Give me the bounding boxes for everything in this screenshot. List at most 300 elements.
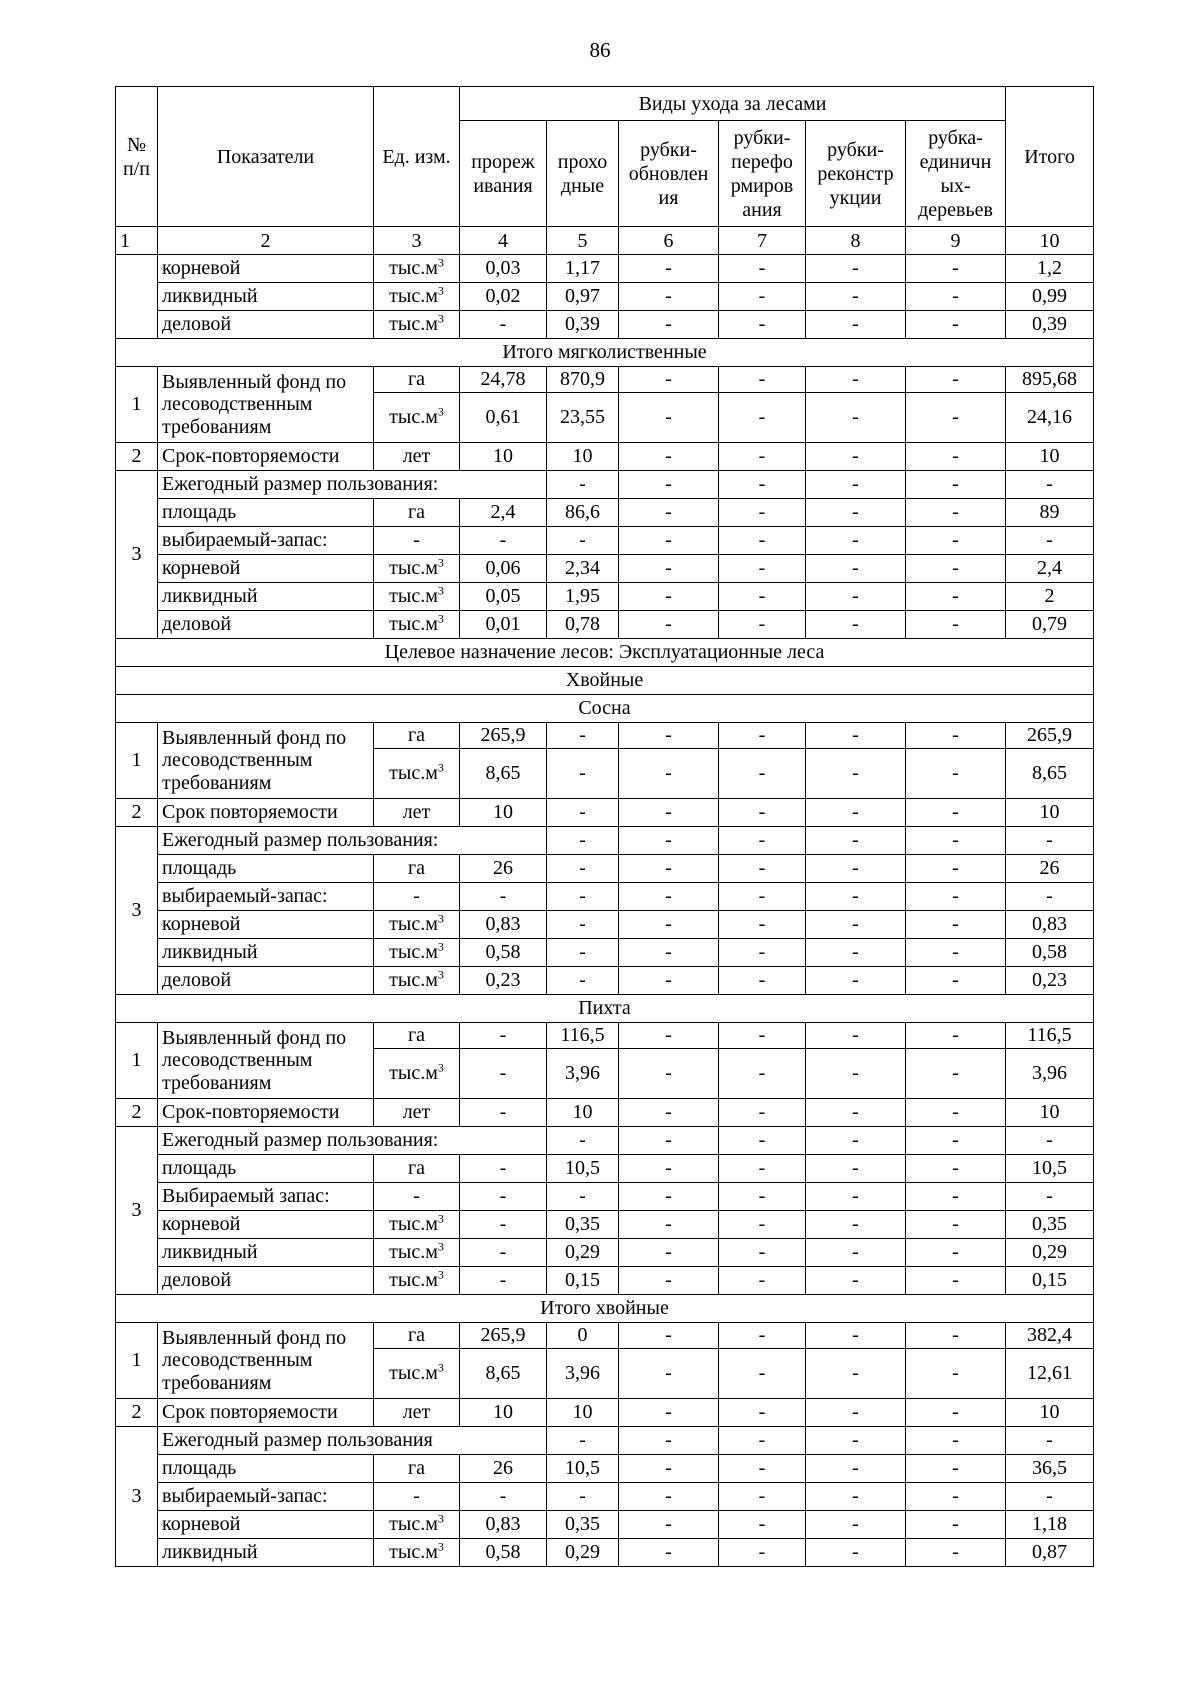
value-cell: - [547, 723, 619, 749]
value-cell: - [806, 1155, 906, 1183]
unit-exponent: 3 [437, 404, 444, 419]
value-cell: - [806, 611, 906, 639]
row-number-empty [116, 255, 158, 339]
unit-text: тыс.м [389, 913, 438, 935]
value-cell: - [619, 1239, 719, 1267]
table-row [116, 967, 1094, 995]
row-number: 3 [116, 1427, 158, 1567]
unit-exponent: 3 [437, 1539, 444, 1554]
column-number: 9 [906, 227, 1006, 255]
value-cell: - [619, 799, 719, 827]
value-cell: - [619, 583, 719, 611]
unit-cell [374, 1539, 460, 1567]
value-cell: - [619, 555, 719, 583]
value-cell: - [719, 1023, 806, 1049]
unit-cell [374, 1099, 460, 1127]
value-cell: - [719, 443, 806, 471]
value-cell: - [619, 1267, 719, 1295]
unit-cell [374, 1399, 460, 1427]
unit-cell [374, 855, 460, 883]
table-row [116, 255, 1094, 283]
unit-cell [374, 967, 460, 995]
value-cell: - [460, 1099, 547, 1127]
row-number: 1 [116, 1023, 158, 1099]
value-cell: - [906, 499, 1006, 527]
column-number: 2 [158, 227, 374, 255]
indicator-label: Ежегодный размер пользования: [158, 471, 547, 499]
value-cell: - [619, 883, 719, 911]
value-cell: - [806, 967, 906, 995]
value-cell: - [719, 1127, 806, 1155]
indicator-label: деловой [158, 967, 374, 995]
value-cell: - [906, 611, 1006, 639]
value-cell: 0,29 [547, 1239, 619, 1267]
value-cell: 86,6 [547, 499, 619, 527]
table-row [116, 911, 1094, 939]
value-cell: 1,95 [547, 583, 619, 611]
column-number: 7 [719, 227, 806, 255]
unit-text: га [407, 1457, 426, 1479]
value-cell: - [460, 527, 547, 555]
header-no: № п/п [116, 87, 158, 227]
value-cell: - [719, 1483, 806, 1511]
value-cell: - [806, 1539, 906, 1567]
value-cell: - [806, 911, 906, 939]
value-cell: - [619, 611, 719, 639]
column-number: 6 [619, 227, 719, 255]
unit-text: - [413, 1185, 420, 1207]
value-cell: 0,83 [460, 911, 547, 939]
value-cell: - [719, 1427, 806, 1455]
unit-text: тыс.м [389, 313, 438, 335]
value-cell: 2,34 [547, 555, 619, 583]
value-cell: - [806, 1511, 906, 1539]
total-cell: 36,5 [1006, 1455, 1094, 1483]
value-cell: - [806, 799, 906, 827]
total-cell: - [1006, 1183, 1094, 1211]
unit-cell [374, 1183, 460, 1211]
value-cell: - [806, 749, 906, 799]
indicator-label: ликвидный [158, 283, 374, 311]
value-cell: - [547, 527, 619, 555]
total-cell: 0,29 [1006, 1239, 1094, 1267]
value-cell: - [460, 1023, 547, 1049]
value-cell: 10 [460, 1399, 547, 1427]
table-row [116, 1483, 1094, 1511]
column-number: 8 [806, 227, 906, 255]
table-row [116, 339, 1094, 367]
total-cell: 0,99 [1006, 283, 1094, 311]
value-cell: - [806, 443, 906, 471]
unit-exponent: 3 [437, 1060, 444, 1075]
total-cell: 0,83 [1006, 911, 1094, 939]
total-cell: 1,18 [1006, 1511, 1094, 1539]
row-number: 1 [116, 367, 158, 443]
total-cell: - [1006, 527, 1094, 555]
value-cell: 3,96 [547, 1349, 619, 1399]
value-cell: - [806, 1099, 906, 1127]
unit-cell [374, 311, 460, 339]
table-row [116, 1427, 1094, 1455]
table-row [116, 883, 1094, 911]
value-cell: - [547, 911, 619, 939]
value-cell: - [719, 367, 806, 393]
value-cell: 26 [460, 855, 547, 883]
indicator-label: Выявленный фонд по лесоводственным требованиям [158, 367, 374, 443]
unit-text: тыс.м [389, 613, 438, 635]
unit-text: тыс.м [389, 762, 438, 784]
value-cell: - [719, 1455, 806, 1483]
row-number: 1 [116, 723, 158, 799]
total-cell: - [1006, 1127, 1094, 1155]
value-cell: 0,78 [547, 611, 619, 639]
value-cell: - [806, 367, 906, 393]
row-number: 1 [116, 1323, 158, 1399]
unit-text: га [407, 1157, 426, 1179]
total-cell: 10 [1006, 443, 1094, 471]
unit-text: тыс.м [389, 585, 438, 607]
value-cell: - [719, 911, 806, 939]
value-cell: - [619, 911, 719, 939]
total-cell: 10 [1006, 799, 1094, 827]
unit-exponent: 3 [437, 939, 444, 954]
section-title: Пихта [116, 995, 1094, 1023]
unit-exponent: 3 [437, 255, 444, 270]
value-cell: - [619, 1023, 719, 1049]
value-cell: - [719, 1155, 806, 1183]
unit-cell [374, 1323, 460, 1349]
value-cell: - [906, 1127, 1006, 1155]
section-title: Итого хвойные [116, 1295, 1094, 1323]
value-cell: - [460, 1239, 547, 1267]
table-row [116, 1455, 1094, 1483]
value-cell: - [806, 283, 906, 311]
table-row [116, 1211, 1094, 1239]
value-cell: - [547, 1427, 619, 1455]
indicator-label: площадь [158, 499, 374, 527]
value-cell: - [806, 311, 906, 339]
total-cell: 0,58 [1006, 939, 1094, 967]
indicator-label: Ежегодный размер пользования: [158, 827, 547, 855]
value-cell: - [719, 1099, 806, 1127]
value-cell: 10 [460, 443, 547, 471]
unit-cell [374, 1211, 460, 1239]
unit-cell [374, 611, 460, 639]
unit-text: - [413, 529, 420, 551]
total-cell: 26 [1006, 855, 1094, 883]
value-cell: - [619, 367, 719, 393]
total-cell: 3,96 [1006, 1049, 1094, 1099]
value-cell: - [460, 1049, 547, 1099]
value-cell: - [906, 911, 1006, 939]
value-cell: - [806, 827, 906, 855]
unit-exponent: 3 [437, 611, 444, 626]
value-cell: 0,58 [460, 939, 547, 967]
value-cell: - [906, 799, 1006, 827]
unit-cell [374, 367, 460, 393]
total-cell: 0,87 [1006, 1539, 1094, 1567]
value-cell: - [806, 855, 906, 883]
value-cell: - [619, 1427, 719, 1455]
indicator-label: Срок повторяемости [158, 799, 374, 827]
unit-cell [374, 939, 460, 967]
value-cell: - [906, 967, 1006, 995]
total-cell: - [1006, 883, 1094, 911]
section-title: Хвойные [116, 667, 1094, 695]
unit-text: тыс.м [389, 1062, 438, 1084]
value-cell: - [806, 1427, 906, 1455]
indicator-label: деловой [158, 611, 374, 639]
total-cell: 0,35 [1006, 1211, 1094, 1239]
value-cell: - [906, 471, 1006, 499]
value-cell: - [719, 583, 806, 611]
value-cell: - [906, 749, 1006, 799]
value-cell: - [547, 855, 619, 883]
value-cell: 0,23 [460, 967, 547, 995]
value-cell: - [806, 555, 906, 583]
value-cell: - [719, 1183, 806, 1211]
value-cell: - [719, 749, 806, 799]
value-cell: 3,96 [547, 1049, 619, 1099]
total-cell: 10 [1006, 1399, 1094, 1427]
unit-cell [374, 1483, 460, 1511]
value-cell: - [906, 1483, 1006, 1511]
indicator-label: Выявленный фонд по лесоводственным требованиям [158, 1023, 374, 1099]
table-row [116, 1267, 1094, 1295]
value-cell: - [719, 499, 806, 527]
value-cell: - [806, 1049, 906, 1099]
value-cell: - [806, 1483, 906, 1511]
value-cell: - [906, 883, 1006, 911]
table-row [116, 311, 1094, 339]
unit-text: лет [402, 801, 431, 823]
value-cell: - [719, 827, 806, 855]
table-row [116, 1023, 1094, 1049]
value-cell: - [806, 883, 906, 911]
value-cell: 0,02 [460, 283, 547, 311]
value-cell: 0,29 [547, 1539, 619, 1567]
indicator-label: Выявленный фонд по лесоводственным требованиям [158, 723, 374, 799]
value-cell: - [719, 255, 806, 283]
value-cell: - [619, 939, 719, 967]
value-cell: - [619, 827, 719, 855]
unit-cell [374, 1239, 460, 1267]
total-cell: - [1006, 827, 1094, 855]
value-cell: - [547, 883, 619, 911]
unit-exponent: 3 [437, 283, 444, 298]
unit-text: тыс.м [389, 406, 438, 428]
total-cell: 10 [1006, 1099, 1094, 1127]
value-cell: - [547, 1183, 619, 1211]
unit-text: га [407, 501, 426, 523]
unit-text: тыс.м [389, 1513, 438, 1535]
indicator-label: Срок-повторяемости [158, 1099, 374, 1127]
row-number: 2 [116, 443, 158, 471]
value-cell: - [906, 1183, 1006, 1211]
indicator-label: выбираемый-запас: [158, 883, 374, 911]
value-cell: - [906, 1099, 1006, 1127]
value-cell: - [906, 827, 1006, 855]
value-cell: 265,9 [460, 1323, 547, 1349]
total-cell: 8,65 [1006, 749, 1094, 799]
value-cell: - [619, 1511, 719, 1539]
unit-exponent: 3 [437, 1267, 444, 1282]
table-row [116, 1539, 1094, 1567]
table-row [116, 367, 1094, 393]
unit-cell [374, 883, 460, 911]
value-cell: 265,9 [460, 723, 547, 749]
total-cell: 0,15 [1006, 1267, 1094, 1295]
total-cell: 0,23 [1006, 967, 1094, 995]
value-cell: 1,17 [547, 255, 619, 283]
value-cell: - [806, 1399, 906, 1427]
table-row [116, 1511, 1094, 1539]
unit-cell [374, 1155, 460, 1183]
value-cell: - [619, 283, 719, 311]
unit-cell [374, 255, 460, 283]
unit-exponent: 3 [437, 1239, 444, 1254]
unit-cell [374, 527, 460, 555]
value-cell: - [719, 799, 806, 827]
unit-text: - [413, 885, 420, 907]
value-cell: - [806, 1349, 906, 1399]
value-cell: - [806, 1127, 906, 1155]
unit-exponent: 3 [437, 911, 444, 926]
value-cell: 870,9 [547, 367, 619, 393]
value-cell: 0,06 [460, 555, 547, 583]
value-cell: 10 [460, 799, 547, 827]
row-number: 3 [116, 1127, 158, 1295]
value-cell: - [619, 1099, 719, 1127]
header-type: рубки- перефо рмиров ания [719, 121, 806, 227]
value-cell: - [460, 311, 547, 339]
unit-cell [374, 749, 460, 799]
unit-cell [374, 1455, 460, 1483]
page-number: 86 [589, 38, 611, 62]
unit-cell [374, 799, 460, 827]
value-cell: - [719, 1049, 806, 1099]
value-cell: - [806, 499, 906, 527]
value-cell: - [806, 1211, 906, 1239]
value-cell: - [619, 255, 719, 283]
total-cell: 2 [1006, 583, 1094, 611]
value-cell: 0,15 [547, 1267, 619, 1295]
unit-text: га [407, 724, 426, 746]
value-cell: - [619, 749, 719, 799]
value-cell: - [806, 939, 906, 967]
value-cell: - [906, 1155, 1006, 1183]
value-cell: - [547, 749, 619, 799]
total-cell: 0,39 [1006, 311, 1094, 339]
unit-cell [374, 443, 460, 471]
unit-exponent: 3 [437, 967, 444, 982]
total-cell: 265,9 [1006, 723, 1094, 749]
indicator-label: площадь [158, 1155, 374, 1183]
table-row [116, 695, 1094, 723]
unit-cell [374, 723, 460, 749]
table-row [116, 939, 1094, 967]
indicator-label: выбираемый-запас: [158, 1483, 374, 1511]
table-row [116, 283, 1094, 311]
indicator-label: выбираемый-запас: [158, 527, 374, 555]
value-cell: 10,5 [547, 1155, 619, 1183]
unit-cell [374, 499, 460, 527]
value-cell: - [719, 555, 806, 583]
value-cell: - [547, 1483, 619, 1511]
unit-cell [374, 283, 460, 311]
table-row [116, 527, 1094, 555]
value-cell: - [619, 311, 719, 339]
value-cell: - [906, 527, 1006, 555]
value-cell: - [719, 527, 806, 555]
value-cell: - [806, 1455, 906, 1483]
table-row [116, 827, 1094, 855]
value-cell: 10 [547, 1399, 619, 1427]
value-cell: - [719, 1323, 806, 1349]
value-cell: - [906, 1349, 1006, 1399]
value-cell: 8,65 [460, 749, 547, 799]
indicator-label: Выявленный фонд по лесоводственным требованиям [158, 1323, 374, 1399]
value-cell: 0,39 [547, 311, 619, 339]
value-cell: 116,5 [547, 1023, 619, 1049]
value-cell: - [719, 1211, 806, 1239]
value-cell: - [906, 1211, 1006, 1239]
value-cell: - [719, 1539, 806, 1567]
value-cell: - [619, 1539, 719, 1567]
value-cell: - [719, 611, 806, 639]
value-cell: 0,35 [547, 1211, 619, 1239]
value-cell: - [806, 1323, 906, 1349]
value-cell: - [906, 1399, 1006, 1427]
unit-text: тыс.м [389, 1541, 438, 1563]
unit-text: - [413, 1485, 420, 1507]
value-cell: - [806, 723, 906, 749]
section-title: Сосна [116, 695, 1094, 723]
table-row [116, 667, 1094, 695]
value-cell: 8,65 [460, 1349, 547, 1399]
value-cell: 0,61 [460, 393, 547, 443]
table-row [116, 855, 1094, 883]
unit-text: тыс.м [389, 1241, 438, 1263]
value-cell: - [719, 1399, 806, 1427]
value-cell: 0,83 [460, 1511, 547, 1539]
unit-text: лет [402, 1401, 431, 1423]
value-cell: 23,55 [547, 393, 619, 443]
unit-cell [374, 1511, 460, 1539]
table-row [116, 471, 1094, 499]
column-number: 4 [460, 227, 547, 255]
value-cell: - [619, 393, 719, 443]
total-cell: 12,61 [1006, 1349, 1094, 1399]
total-cell: 382,4 [1006, 1323, 1094, 1349]
value-cell: - [547, 1127, 619, 1155]
value-cell: - [906, 283, 1006, 311]
value-cell: - [619, 1211, 719, 1239]
row-number: 2 [116, 1099, 158, 1127]
value-cell: - [619, 1183, 719, 1211]
value-cell: - [547, 799, 619, 827]
value-cell: - [906, 1427, 1006, 1455]
value-cell: - [906, 443, 1006, 471]
indicator-label: ликвидный [158, 1539, 374, 1567]
unit-exponent: 3 [437, 1360, 444, 1375]
value-cell: - [806, 471, 906, 499]
value-cell: - [619, 1349, 719, 1399]
value-cell: - [906, 1455, 1006, 1483]
value-cell: - [619, 1049, 719, 1099]
indicator-label: Срок-повторяемости [158, 443, 374, 471]
value-cell: 10 [547, 443, 619, 471]
